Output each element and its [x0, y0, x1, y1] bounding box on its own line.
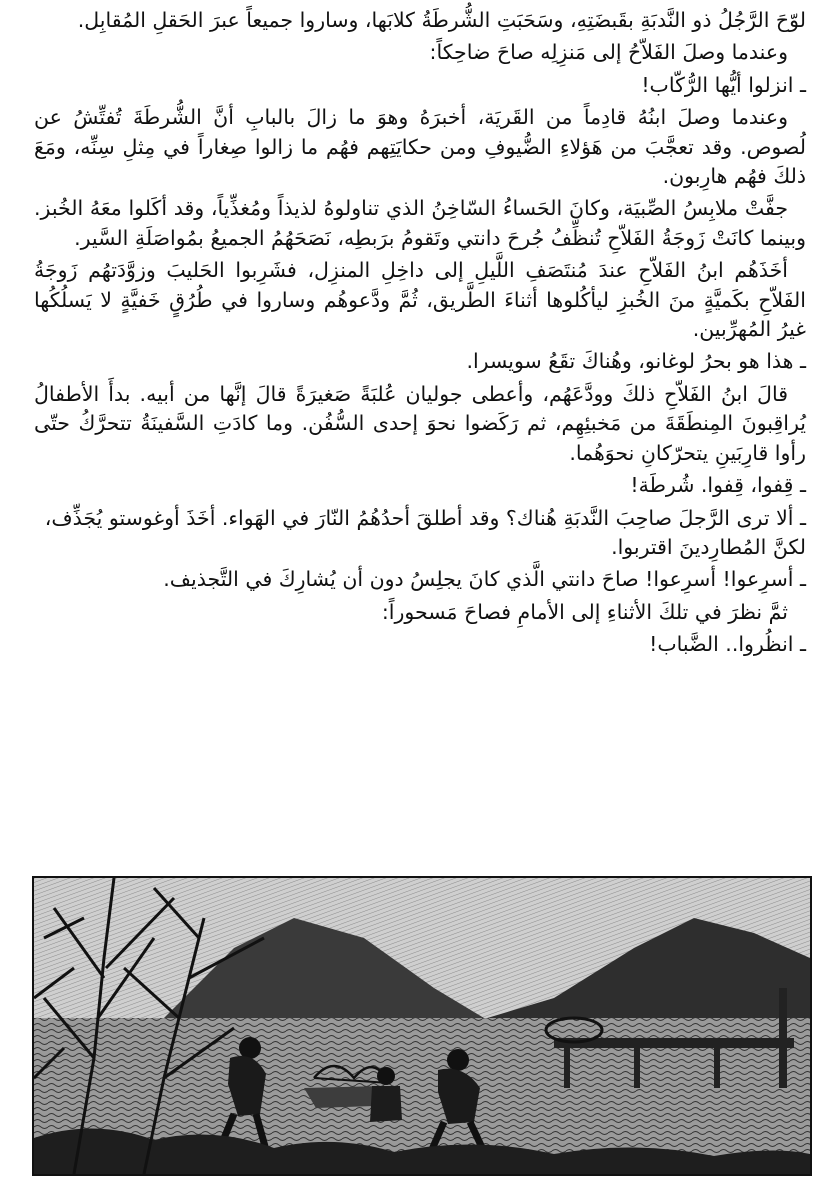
dialogue-4: ـ ألا ترى الرَّجلَ صاحِبَ النَّدبَةِ هُناك؟ وقد أطلقَ أحدُهُمُ النّارَ في الهَواء. أخَذَ أوغوستو يُجَذِّف، لكنَّ المُطارِدينَ اقتربوا.: [44, 505, 806, 559]
paragraph-3: وعندما وصلَ ابنُهُ قادِماً من القَريَة، أخبرَهُ وهوَ ما زالَ بالبابِ أنَّ الشُّرطَةَ تُفتِّشُ عن لُصوص. وقد تعجَّبَ من هَؤلاءِ الضُّيوفِ ومن حكايَتِهم فهُم ما زالوا صِغاراً في مِثلِ سِنِّه، ومَعَ ذلكَ فهُم هارِبون.: [34, 105, 806, 189]
dialogue-2: ـ هذا هو بحرُ لوغانو، وهُناكَ تقَعُ سويسرا.: [466, 349, 806, 374]
dialogue-5: ـ أسرِعوا! أسرِعوا! صاحَ دانتي الَّذي كانَ يجلِسُ دون أن يُشارِكَ في التَّجذيف.: [163, 567, 806, 592]
paragraph-6: قالَ ابنُ الفَلاّحِ ذلكَ وودَّعَهُم، وأعطى جوليان عُلبَةً صَغيرَةً قالَ إنَّها من أبيه. بدأَ الأطفالُ يُراقِبونَ المِنطَقَةَ من مَخبئِهِم، ثم رَكَضوا نحوَ إحدى السُّفُن. وما كادَتِ السَّفينَةُ تتحرَّكُ حتّى رأوا قارِبَينِ يتحرّكانِ نحوَهُما.: [34, 381, 806, 465]
paragraph-5: أخَذَهُم ابنُ الفَلاّحِ عندَ مُنتَصَفِ اللَّيلِ إلى داخِلِ المنزِل، فشَرِبوا الحَليبَ وزوَّدَتهُم زَوجَةُ الفَلاّحِ بكَميَّةٍ منَ الخُبزِ ليأكُلوها أثناءَ الطَّريق، ثُمَّ ودَّعوهُم وساروا في طُرُقٍ خَفيَّةٍ لا يَسلُكُها غيرُ المُهرِّبين.: [34, 258, 806, 342]
paragraph-4: جفَّتْ ملابِسُ الصِّبيَة، وكانَ الحَساءُ السّاخِنُ الذي تناولوهُ لذيذاً ومُغذِّياً، وقد أكَلوا معَهُ الخُبز. وبينما كانَتْ زَوجَةُ الفَلاّحِ تُنظِّفُ جُرحَ دانتي وتَقومُ برَبطِه، نَصَحَهُمُ الجميعُ بمُواصَلَةِ السَّير.: [34, 196, 806, 250]
paragraph-1: لوّحَ الرَّجُلُ ذو النَّدبَةِ بقَبضَتِهِ، وسَحَبَتِ الشُّرطَةُ كلابَها، وساروا جميعاً عبرَ الحَقلِ المُقابِل.: [77, 8, 806, 32]
illustration-drawing: [34, 878, 810, 1174]
dialogue-3: ـ قِفوا، قِفوا. شُرطَة!: [630, 473, 806, 498]
paragraph-7: ثمَّ نظرَ في تلكَ الأثناءِ إلى الأمامِ فصاحَ مَسحوراً:: [381, 599, 788, 624]
dialogue-6: ـ انظُروا.. الضَّباب!: [649, 632, 806, 657]
dialogue-1: ـ انزلوا أيُّها الرُّكّاب!: [641, 72, 806, 97]
story-text: [34, 6, 806, 663]
paragraph-2: وعندما وصلَ الفَلاّحُ إلى مَنزِلِه صاحَ ضاحِكاً:: [429, 40, 788, 65]
lake-illustration: [32, 876, 812, 1176]
